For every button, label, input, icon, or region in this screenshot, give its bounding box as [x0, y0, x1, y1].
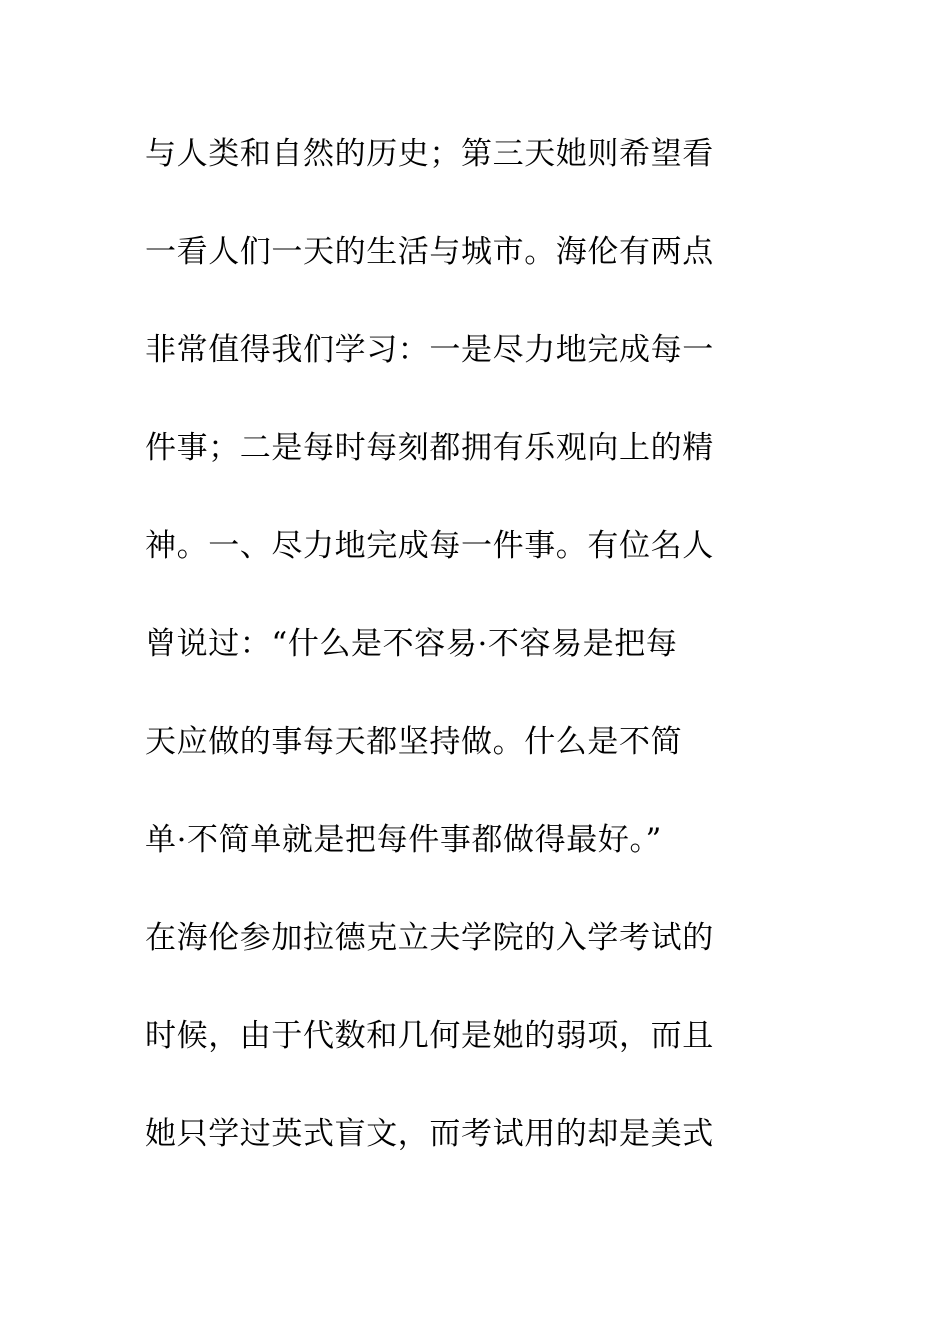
- text-line: 时候，由于代数和几何是她的弱项，而且: [145, 1018, 714, 1054]
- text-line: 与人类和自然的历史；第三天她则希望看: [145, 136, 714, 172]
- text-line: 件事；二是每时每刻都拥有乐观向上的精: [145, 430, 714, 466]
- text-line: 她只学过英式盲文，而考试用的却是美式: [145, 1116, 714, 1152]
- text-line: 天应做的事每天都坚持做。什么是不简: [145, 724, 683, 760]
- body-text: [145, 128, 805, 1206]
- text-line: 神。一、尽力地完成每一件事。有位名人: [145, 528, 714, 564]
- text-line: 在海伦参加拉德克立夫学院的入学考试的: [145, 920, 714, 956]
- text-line: 曾说过：“什么是不容易·不容易是把每: [145, 626, 678, 662]
- text-line: 单·不简单就是把每件事都做得最好。”: [145, 822, 663, 858]
- text-line: 非常值得我们学习：一是尽力地完成每一: [145, 332, 714, 368]
- text-line: 一看人们一天的生活与城市。海伦有两点: [145, 234, 714, 270]
